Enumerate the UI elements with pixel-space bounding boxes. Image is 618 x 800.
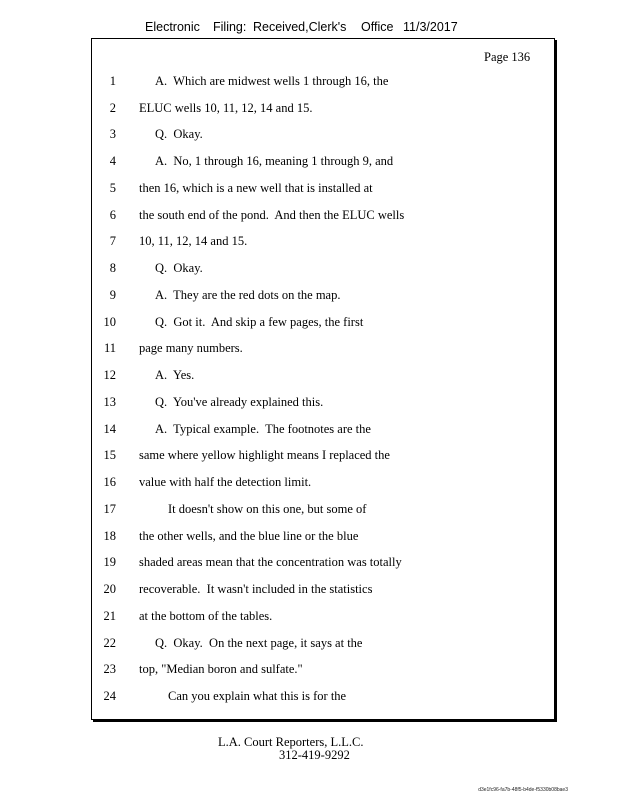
transcript-line: A. Yes. — [155, 368, 195, 382]
transcript-line: Q. Okay. On the next page, it says at the — [155, 636, 363, 650]
line-number: 4 — [109, 154, 116, 168]
transcript-line: same where yellow highlight means I replaced the — [139, 448, 390, 462]
filing-stamp-word: 11/3/2017 — [403, 20, 458, 34]
transcript-line: top, "Median boron and sulfate." — [139, 662, 303, 676]
line-number: 9 — [109, 288, 116, 302]
line-number: 6 — [109, 208, 116, 222]
transcript-line: A. Which are midwest wells 1 through 16, the — [155, 74, 389, 88]
line-number: 22 — [103, 636, 116, 650]
filing-stamp-word: Filing: — [213, 20, 247, 34]
transcript-line: page many numbers. — [139, 341, 243, 355]
line-number: 17 — [103, 502, 116, 516]
line-number: 23 — [103, 662, 116, 676]
line-number: 20 — [103, 582, 116, 596]
footer-company: L.A. Court Reporters, L.L.C. — [218, 735, 364, 749]
line-number: 2 — [109, 101, 116, 115]
transcript-line: A. Typical example. The footnotes are the — [155, 422, 371, 436]
line-number: 19 — [103, 555, 116, 569]
line-number: 13 — [103, 395, 116, 409]
line-number: 11 — [103, 341, 116, 355]
filing-stamp-word: Electronic — [145, 20, 200, 34]
transcript-line: A. No, 1 through 16, meaning 1 through 9, and — [155, 154, 394, 168]
transcript-line: ELUC wells 10, 11, 12, 14 and 15. — [139, 101, 313, 115]
line-number: 16 — [103, 475, 116, 489]
line-number: 3 — [109, 127, 116, 141]
transcript-line: then 16, which is a new well that is installed at — [139, 181, 373, 195]
transcript-line: Q. You've already explained this. — [155, 395, 324, 409]
transcript-line: the south end of the pond. And then the ELUC wells — [139, 208, 405, 222]
line-number: 15 — [103, 448, 116, 462]
document-hash: d3e1fc96-fa7b-48f5-b4de-f5330b08bae3 — [478, 787, 568, 793]
transcript-line: Q. Okay. — [155, 127, 203, 141]
transcript-line: It doesn't show on this one, but some of — [168, 502, 367, 516]
line-number: 8 — [109, 261, 116, 275]
transcript-line: 10, 11, 12, 14 and 15. — [139, 234, 248, 248]
line-number: 7 — [109, 234, 116, 248]
transcript-line: A. They are the red dots on the map. — [155, 288, 341, 302]
filing-stamp — [0, 20, 618, 38]
line-number: 10 — [103, 315, 116, 329]
line-number: 18 — [103, 529, 116, 543]
footer-phone: 312-419-9292 — [279, 748, 350, 762]
transcript-line: the other wells, and the blue line or the blue — [139, 529, 359, 543]
page-number: Page 136 — [484, 50, 531, 64]
filing-stamp-word: Office — [361, 20, 394, 34]
line-number: 14 — [103, 422, 116, 436]
line-number: 21 — [103, 609, 116, 623]
transcript-line: recoverable. It wasn't included in the statistics — [139, 582, 373, 596]
transcript-line: shaded areas mean that the concentration was totally — [139, 555, 402, 569]
line-number: 1 — [109, 74, 116, 88]
transcript-line: at the bottom of the tables. — [139, 609, 273, 623]
transcript-line: Q. Got it. And skip a few pages, the first — [155, 315, 364, 329]
transcript-line: value with half the detection limit. — [139, 475, 312, 489]
transcript-line: Can you explain what this is for the — [168, 689, 347, 703]
line-number: 12 — [103, 368, 116, 382]
line-number: 24 — [103, 689, 116, 703]
line-number: 5 — [109, 181, 116, 195]
filing-stamp-word: Received,Clerk's — [253, 20, 347, 34]
transcript-line: Q. Okay. — [155, 261, 203, 275]
